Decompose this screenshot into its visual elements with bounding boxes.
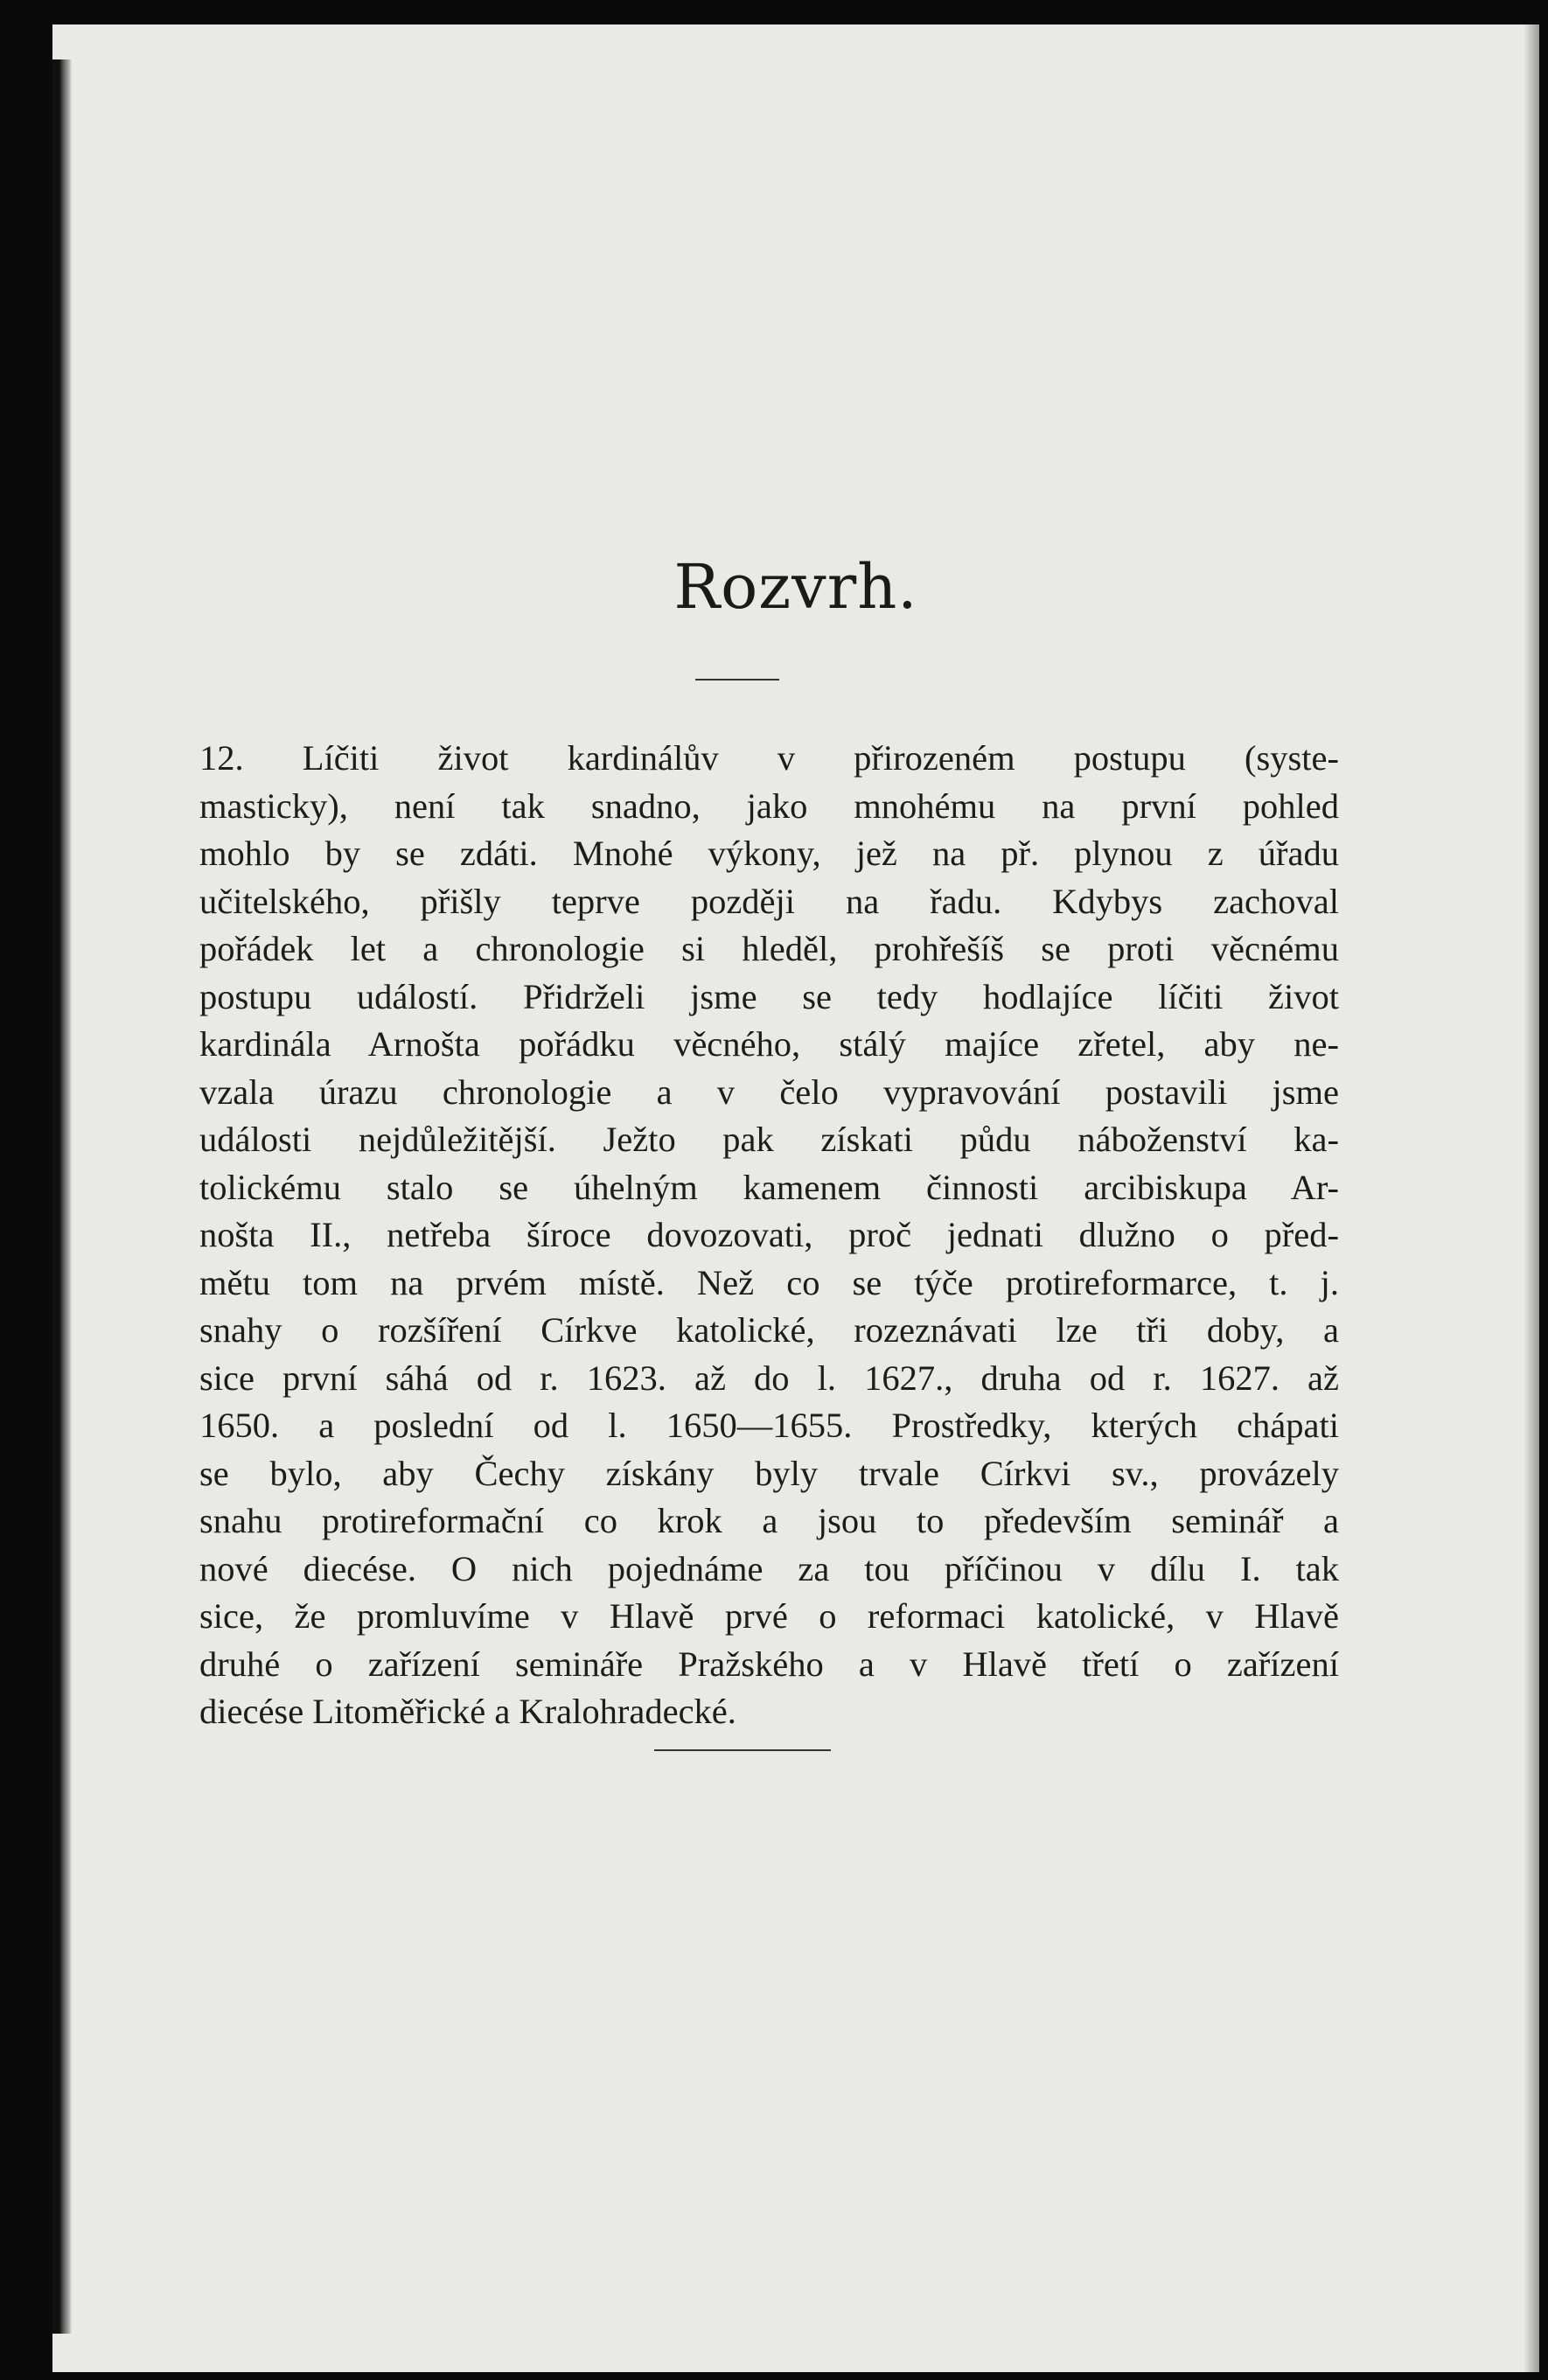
text-line: pořádek let a chronologie si hleděl, prohřešíš se proti věcnému <box>199 929 1339 968</box>
text-line: postupu událostí. Přidrželi jsme se tedy hodlajíce líčiti život <box>199 976 1339 1016</box>
text-line: 1650. a poslední od l. 1650—1655. Prostředky, kterých chápati <box>199 1406 1339 1445</box>
title-rule <box>695 679 779 680</box>
text-line: mohlo by se zdáti. Mnohé výkony, jež na př. plynou z úřadu <box>199 834 1339 873</box>
text-line: nošta II., netřeba šíroce dovozovati, proč jednati dlužno o před- <box>199 1215 1339 1254</box>
text-line: tolickému stalo se úhelným kamenem činnosti arcibiskupa Ar- <box>199 1167 1339 1207</box>
closing-rule <box>654 1749 831 1751</box>
text-line: druhé o zařízení semináře Pražského a v Hlavě třetí o zařízení <box>199 1644 1339 1684</box>
text-line: snahu protireformační co krok a jsou to především seminář a <box>199 1501 1339 1540</box>
text-line: kardinála Arnošta pořádku věcného, stálý majíce zřetel, aby ne- <box>199 1024 1339 1064</box>
text-line: mětu tom na prvém místě. Než co se týče protireformarce, t. j. <box>199 1262 1339 1302</box>
book-page <box>52 24 1539 2372</box>
text-line: snahy o rozšíření Církve katolické, rozeznávati lze tři doby, a <box>199 1310 1339 1350</box>
text-line: nové diecése. O nich pojednáme za tou příčinou v dílu I. tak <box>199 1548 1339 1588</box>
body-paragraph <box>199 735 1339 1736</box>
page-spine-edge <box>52 59 72 2334</box>
text-line: masticky), není tak snadno, jako mnohému na první pohled <box>199 785 1339 826</box>
page-right-edge-shadow <box>1524 24 1539 2372</box>
text-line: události nejdůležitější. Ježto pak získati půdu náboženství ka- <box>199 1120 1339 1159</box>
text-line: sice, že promluvíme v Hlavě prvé o reformaci katolické, v Hlavě <box>199 1596 1339 1636</box>
text-line: 12. Líčiti život kardinálův v přirozeném postupu (syste- <box>199 738 1339 778</box>
text-line: sice první sáhá od r. 1623. až do l. 1627., druha od r. 1627. až <box>199 1358 1339 1398</box>
text-line: diecése Litoměřické a Kralohradecké. <box>199 1692 736 1731</box>
text-line: vzala úrazu chronologie a v čelo vypravování postavili jsme <box>199 1071 1339 1112</box>
page-title: Rozvrh. <box>673 551 918 623</box>
text-line: učitelského, přišly teprve později na řadu. Kdybys zachoval <box>199 881 1339 921</box>
text-line: se bylo, aby Čechy získány byly trvale Církvi sv., provázely <box>199 1453 1339 1493</box>
